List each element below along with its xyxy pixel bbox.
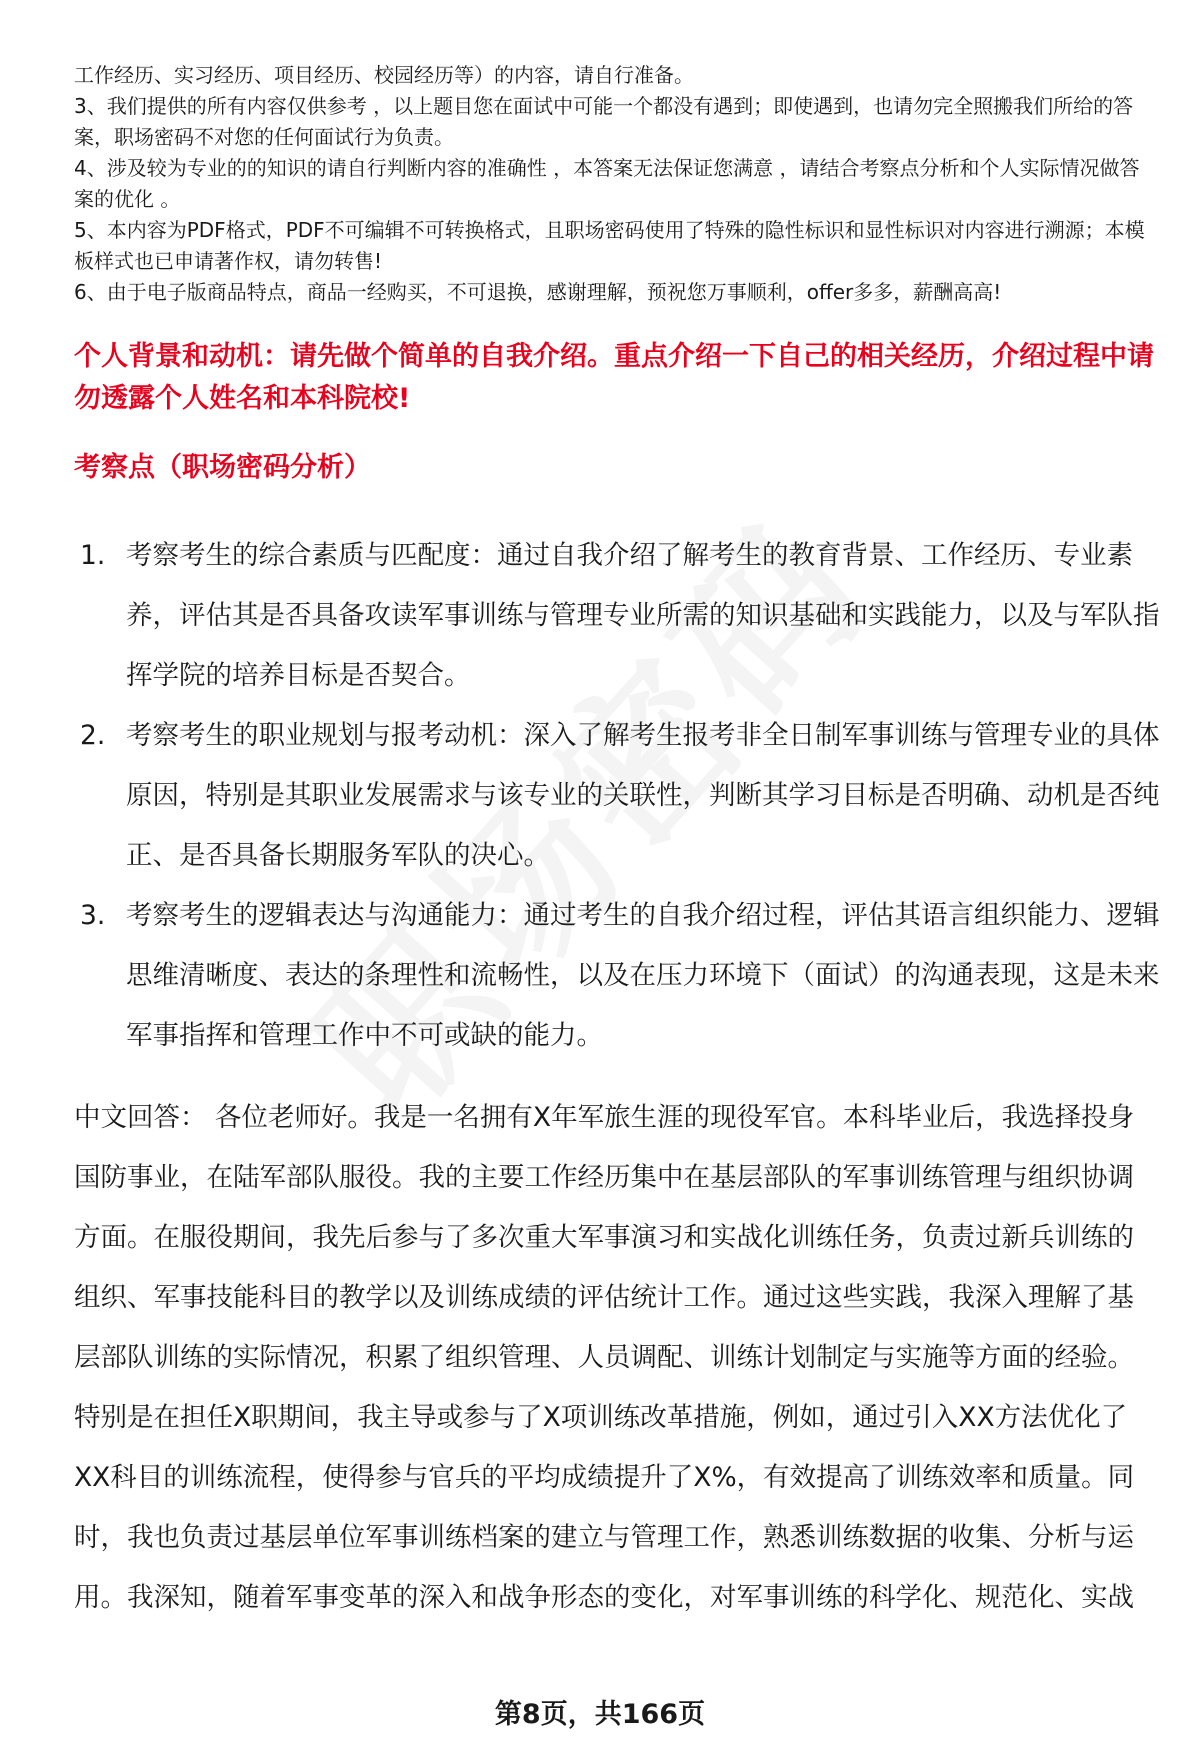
note-line: 工作经历、实习经历、项目经历、校园经历等）的内容，请自行准备。 xyxy=(74,63,694,87)
exam-point-number: 2. xyxy=(80,720,106,751)
note-line: 3、我们提供的所有内容仅供参考 ，以上题目您在面试中可能一个都没有遇到；即使遇到，也请勿完全照搬我们所给的答案，职场密码不对您的任何面试行为负责。 xyxy=(74,94,1134,149)
exam-point-text: 考察考生的职业规划与报考动机：深入了解考生报考非全日制军事训练与管理专业的具体原因，特别是其职业发展需求与该专业的关联性，判断其学习目标是否明确、动机是否纯正、是否具备长期服务军队的决心。 xyxy=(126,720,1160,871)
exam-points-list xyxy=(80,526,1160,1066)
exam-point-item xyxy=(80,526,1160,706)
note-line: 6、由于电子版商品特点，商品一经购买，不可退换，感谢理解，预祝您万事顺利，offer多多，薪酬高高! xyxy=(74,280,1002,304)
answer-paragraph: 中文回答： 各位老师好。我是一名拥有X年军旅生涯的现役军官。本科毕业后，我选择投身国防事业，在陆军部队服役。我的主要工作经历集中在基层部队的军事训练管理与组织协调方面。在服役期间，我先后参与了多次重大军事演习和实战化训练任务，负责过新兵训练的组织、军事技能科目的教学以及训练成绩的评估统计工作。通过这些实践，我深入理解了基层部队训练的实际情况，积累了组织管理、人员调配、训练计划制定与实施等方面的经验。特别是在担任X职期间，我主导或参与了X项训练改革措施，例如，通过引入XX方法优化了XX科目的训练流程，使得参与官兵的平均成绩提升了X%，有效提高了训练效率和质量。同时，我也负责过基层单位军事训练档案的建立与管理工作，熟悉训练数据的收集、分析与运用。我深知，随着军事变革的深入和战争形态的变化，对军事训练的科学化、规范化、实战 xyxy=(74,1102,1135,1613)
exam-point-item xyxy=(80,886,1160,1066)
exam-point-text: 考察考生的综合素质与匹配度：通过自我介绍了解考生的教育背景、工作经历、专业素养，评估其是否具备攻读军事训练与管理专业所需的知识基础和实践能力，以及与军队指挥学院的培养目标是否契合。 xyxy=(126,540,1160,691)
notes-section xyxy=(74,60,1154,308)
exam-point-number: 3. xyxy=(80,900,106,931)
exam-point-item xyxy=(80,706,1160,886)
note-line: 5、本内容为PDF格式，PDF不可编辑不可转换格式，且职场密码使用了特殊的隐性标识和显性标识对内容进行溯源；本模板样式也已申请著作权，请勿转售! xyxy=(74,218,1145,273)
exam-point-number: 1. xyxy=(80,540,106,571)
question-heading: 个人背景和动机：请先做个简单的自我介绍。重点介绍一下自己的相关经历，介绍过程中请勿透露个人姓名和本科院校! xyxy=(74,341,1154,414)
exam-points-title: 考察点（职场密码分析） xyxy=(74,452,371,483)
page-number: 第8页，共166页 xyxy=(494,1699,706,1730)
note-line: 4、涉及较为专业的的知识的请自行判断内容的准确性 ，本答案无法保证您满意 ，请结合考察点分析和个人实际情况做答案的优化 。 xyxy=(74,156,1140,211)
exam-point-text: 考察考生的逻辑表达与沟通能力：通过考生的自我介绍过程，评估其语言组织能力、逻辑思维清晰度、表达的条理性和流畅性，以及在压力环境下（面试）的沟通表现，这是未来军事指挥和管理工作中不可或缺的能力。 xyxy=(126,900,1160,1051)
